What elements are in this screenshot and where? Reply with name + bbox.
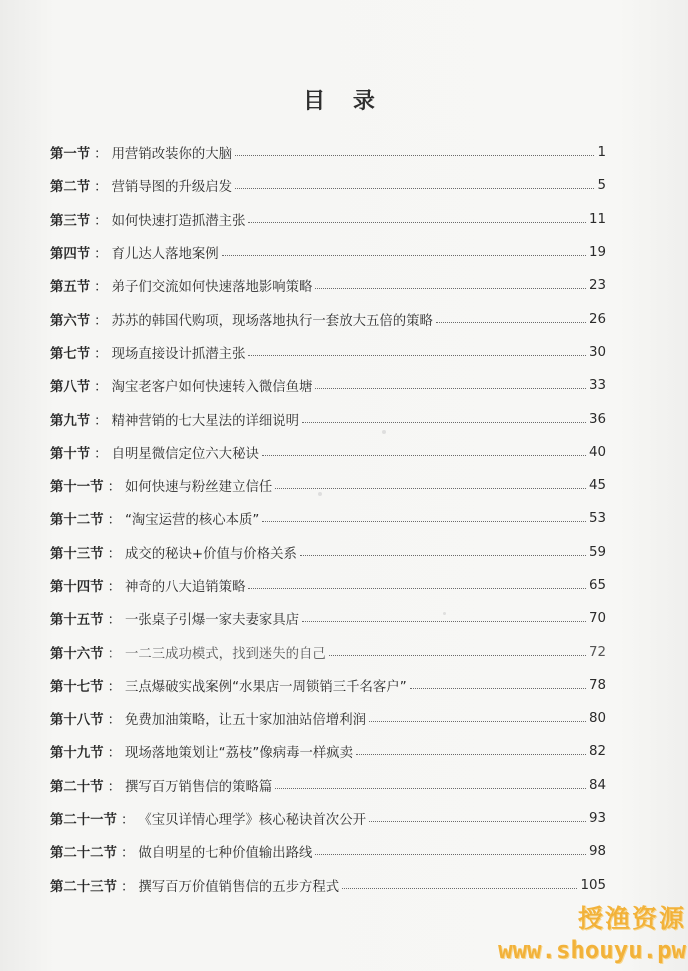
toc-dot-leader xyxy=(300,555,586,556)
toc-page-number: 1 xyxy=(597,145,606,161)
toc-chapter-label: 第八节 xyxy=(50,380,91,396)
toc-entry-title: 如何快速与粉丝建立信任 xyxy=(124,480,273,496)
toc-dot-leader xyxy=(248,222,585,223)
toc-dot-leader xyxy=(315,288,586,289)
toc-page-number: 40 xyxy=(588,444,606,460)
toc-page-number: 30 xyxy=(588,344,606,360)
toc-entry xyxy=(50,702,606,735)
toc-dot-leader xyxy=(315,854,586,855)
toc-entry xyxy=(50,569,606,602)
toc-entry xyxy=(50,402,606,435)
toc-dot-leader xyxy=(410,688,586,689)
toc-entry xyxy=(50,269,606,302)
toc-separator: ： xyxy=(94,446,108,462)
toc-separator: ： xyxy=(94,413,108,429)
toc-page-number: 78 xyxy=(588,677,606,693)
toc-entry-title: 成交的秘诀+价值与价格关系 xyxy=(124,546,297,562)
toc-page-number: 5 xyxy=(597,178,606,194)
toc-separator: ： xyxy=(94,313,108,329)
toc-entry-title: 如何快速打造抓潜主张 xyxy=(111,213,246,229)
toc-chapter-label: 第十三节 xyxy=(50,546,104,562)
toc-separator: ： xyxy=(94,180,108,196)
toc-dot-leader xyxy=(329,655,586,656)
scan-speck xyxy=(382,430,386,434)
toc-page-number: 93 xyxy=(588,811,606,827)
watermark-url: www.shouyu.pw xyxy=(498,936,686,964)
toc-page-number: 84 xyxy=(588,777,606,793)
toc-separator: ： xyxy=(94,213,108,229)
toc-separator: ： xyxy=(94,280,108,296)
toc-dot-leader xyxy=(248,355,585,356)
toc-entry-title: 做自明星的七种价值输出路线 xyxy=(138,846,313,862)
toc-entry xyxy=(50,336,606,369)
toc-separator: ： xyxy=(120,846,135,862)
toc-entry-title: 苏苏的韩国代购项，现场落地执行一套放大五倍的策略 xyxy=(111,313,433,329)
toc-entry-title: 自明星微信定位六大秘诀 xyxy=(111,446,259,462)
toc-dot-leader xyxy=(275,488,586,489)
toc-page-number: 33 xyxy=(588,378,606,394)
toc-chapter-label: 第二十节 xyxy=(50,779,104,795)
toc-separator: ： xyxy=(107,779,121,795)
toc-page-number: 26 xyxy=(588,311,606,327)
toc-chapter-label: 第三节 xyxy=(50,213,91,229)
toc-entry xyxy=(50,369,606,402)
watermark xyxy=(498,903,686,965)
toc-entry xyxy=(50,502,606,535)
toc-entry-title: 现场落地策划让“荔枝”像病毒一样疯卖 xyxy=(124,746,354,762)
toc-separator: ： xyxy=(107,646,121,662)
toc-page-number: 70 xyxy=(588,611,606,627)
toc-entry-title: 精神营销的七大星法的详细说明 xyxy=(111,413,300,429)
toc-entry-title: 三点爆破实战案例“水果店一周锁销三千名客户” xyxy=(124,679,407,695)
toc-entry-title: 撰写百万销售信的策略篇 xyxy=(124,779,273,795)
toc-entry xyxy=(50,169,606,202)
toc-separator: ： xyxy=(120,879,135,895)
toc-chapter-label: 第十一节 xyxy=(50,480,104,496)
toc-dot-leader xyxy=(235,188,594,189)
toc-dot-leader xyxy=(315,388,586,389)
toc-separator: ： xyxy=(107,713,121,729)
toc-entry-title: 营销导图的升级启发 xyxy=(111,180,233,196)
toc-separator: ： xyxy=(107,480,121,496)
toc-entry-title: 弟子们交流如何快速落地影响策略 xyxy=(111,280,313,296)
toc-entry-title: 免费加油策略，让五十家加油站倍增利润 xyxy=(124,713,366,729)
toc-chapter-label: 第二十三节 xyxy=(50,879,117,895)
toc-page-number: 59 xyxy=(588,544,606,560)
page-title: 目 录 xyxy=(303,89,385,114)
toc-page-number: 11 xyxy=(588,211,606,227)
toc-dot-leader xyxy=(342,888,577,889)
toc-chapter-label: 第十六节 xyxy=(50,646,104,662)
toc-separator: ： xyxy=(94,147,108,163)
toc-entry-title: 一二三成功模式，找到迷失的自己 xyxy=(124,646,326,662)
toc-entry xyxy=(50,203,606,236)
toc-separator: ： xyxy=(94,247,108,263)
toc-entry xyxy=(50,769,606,802)
toc-page-number: 80 xyxy=(588,711,606,727)
toc-dot-leader xyxy=(369,821,586,822)
toc-entry xyxy=(50,869,606,902)
toc-chapter-label: 第十九节 xyxy=(50,746,104,762)
toc-entry xyxy=(50,469,606,502)
toc-entry xyxy=(50,835,606,868)
toc-entry xyxy=(50,802,606,835)
toc-dot-leader xyxy=(302,621,586,622)
toc-entry-title: “淘宝运营的核心本质” xyxy=(124,513,260,529)
toc-chapter-label: 第六节 xyxy=(50,313,91,329)
toc-entry xyxy=(50,136,606,169)
toc-page-number: 72 xyxy=(588,644,606,660)
toc-page-number: 36 xyxy=(588,411,606,427)
toc-entry xyxy=(50,302,606,335)
toc-chapter-label: 第十五节 xyxy=(50,613,104,629)
toc-entry-title: 育儿达人落地案例 xyxy=(111,247,219,263)
toc-chapter-label: 第十二节 xyxy=(50,513,104,529)
toc-entry xyxy=(50,602,606,635)
toc-entry xyxy=(50,236,606,269)
toc-chapter-label: 第十七节 xyxy=(50,679,104,695)
toc-chapter-label: 第七节 xyxy=(50,346,91,362)
toc-entry-title: 一张桌子引爆一家夫妻家具店 xyxy=(124,613,300,629)
toc-page-number: 53 xyxy=(588,511,606,527)
toc-separator: ： xyxy=(107,613,121,629)
toc-chapter-label: 第二节 xyxy=(50,180,91,196)
toc-separator: ： xyxy=(107,679,121,695)
toc-dot-leader xyxy=(436,322,586,323)
toc-chapter-label: 第五节 xyxy=(50,280,91,296)
toc-dot-leader xyxy=(302,422,586,423)
toc-chapter-label: 第二十一节 xyxy=(50,813,117,829)
toc-page-number: 23 xyxy=(588,278,606,294)
toc-dot-leader xyxy=(222,255,586,256)
toc-dot-leader xyxy=(262,455,586,456)
toc-page-number: 82 xyxy=(588,744,606,760)
toc-chapter-label: 第二十二节 xyxy=(50,846,117,862)
toc-entry-title: 撰写百万价值销售信的五步方程式 xyxy=(138,879,340,895)
toc-page-number: 65 xyxy=(588,578,606,593)
toc-dot-leader xyxy=(356,754,586,755)
toc-separator: ： xyxy=(94,380,108,396)
toc-separator: ： xyxy=(107,546,121,562)
toc-entry-title: 淘宝老客户如何快速转入微信鱼塘 xyxy=(111,380,313,396)
toc-dot-leader xyxy=(369,721,586,722)
toc-entry-title: 现场直接设计抓潜主张 xyxy=(111,346,246,362)
toc-separator: ： xyxy=(94,346,108,362)
toc-separator: ： xyxy=(107,580,121,595)
toc-entry xyxy=(50,735,606,768)
toc-dot-leader xyxy=(262,521,586,522)
toc-entry-title: 用营销改装你的大脑 xyxy=(111,147,233,163)
toc-page-number: 19 xyxy=(588,245,606,261)
toc-chapter-label: 第一节 xyxy=(50,147,91,163)
scan-speck xyxy=(318,492,322,496)
toc-entry-title: 《宝贝详情心理学》核心秘诀首次公开 xyxy=(138,813,366,829)
toc-page-number: 105 xyxy=(580,877,606,893)
toc-page-number: 45 xyxy=(588,478,606,494)
toc-entry-title: 神奇的八大追销策略 xyxy=(124,580,246,595)
toc-chapter-label: 第四节 xyxy=(50,247,91,263)
toc-dot-leader xyxy=(275,788,586,789)
toc-separator: ： xyxy=(120,813,135,829)
toc-page-number: 98 xyxy=(588,844,606,860)
toc-chapter-label: 第十节 xyxy=(50,446,91,462)
toc-chapter-label: 第九节 xyxy=(50,413,91,429)
scan-speck xyxy=(443,612,446,615)
toc-separator: ： xyxy=(107,513,121,529)
watermark-title: 授渔资源 xyxy=(577,904,686,933)
toc-dot-leader xyxy=(248,588,585,589)
toc-entry xyxy=(50,669,606,702)
table-of-contents xyxy=(50,136,606,902)
toc-chapter-label: 第十八节 xyxy=(50,713,104,729)
toc-entry xyxy=(50,635,606,668)
toc-separator: ： xyxy=(107,746,121,762)
toc-dot-leader xyxy=(235,155,594,156)
toc-chapter-label: 第十四节 xyxy=(50,580,104,595)
toc-entry xyxy=(50,436,606,469)
toc-entry xyxy=(50,536,606,569)
